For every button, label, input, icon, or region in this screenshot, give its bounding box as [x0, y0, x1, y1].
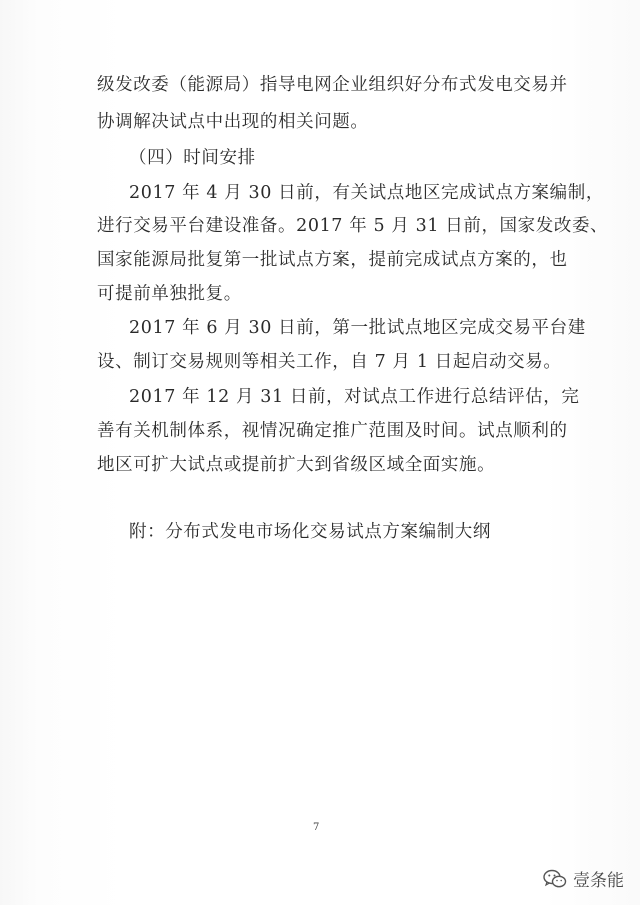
watermark	[543, 866, 624, 891]
text-line-5: 进行交易平台建设准备。2017 年 5 月 31 日前，国家发改委、	[97, 216, 609, 236]
text-line-11: 善有关机制体系，视情况确定推广范围及时间。试点顺利的	[97, 421, 568, 441]
text-line-12: 地区可扩大试点或提前扩大到省级区域全面实施。	[97, 455, 496, 475]
section-heading: （四）时间安排	[129, 148, 256, 168]
text-line-2: 协调解决试点中出现的相关问题。	[97, 112, 369, 132]
text-line-7: 可提前单独批复。	[97, 284, 242, 304]
text-line-1: 级发改委（能源局）指导电网企业组织好分布式发电交易并	[97, 75, 568, 95]
watermark-text: 壹条能	[573, 871, 624, 891]
text-line-10: 2017 年 12 月 31 日前，对试点工作进行总结评估，完	[129, 387, 580, 407]
page-number: 7	[313, 822, 320, 833]
text-line-6: 国家能源局批复第一批试点方案，提前完成试点方案的，也	[97, 250, 568, 270]
text-line-4: 2017 年 4 月 30 日前，有关试点地区完成试点方案编制，	[129, 183, 604, 203]
attachment-line: 附：分布式发电市场化交易试点方案编制大纲	[129, 522, 491, 542]
text-line-9: 设、制订交易规则等相关工作，自 7 月 1 日起启动交易。	[97, 352, 562, 372]
wechat-icon	[543, 869, 567, 889]
text-line-8: 2017 年 6 月 30 日前，第一批试点地区完成交易平台建	[129, 318, 586, 338]
